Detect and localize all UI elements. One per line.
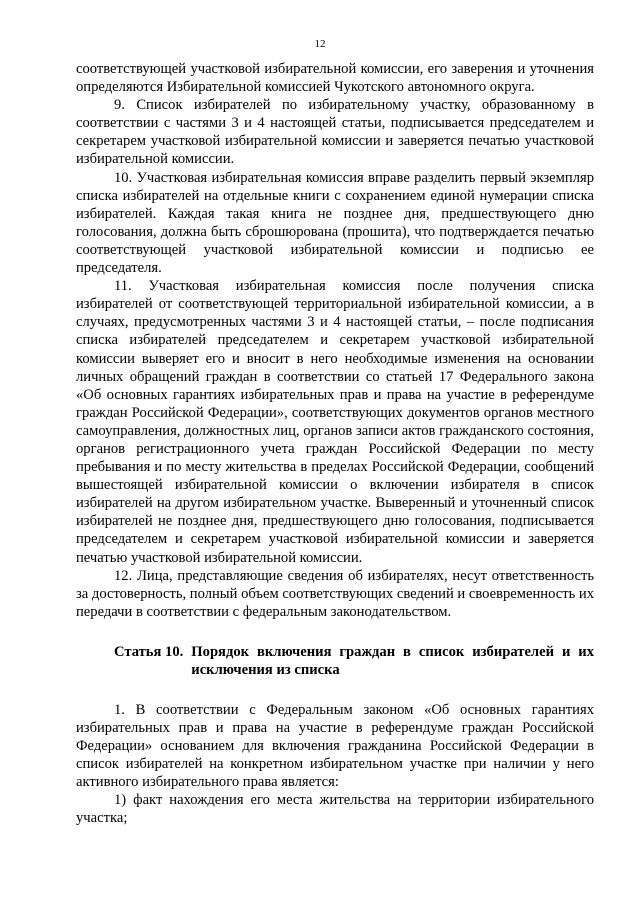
article-heading [76,643,594,679]
paragraph-item-10: 10. Участковая избирательная комиссия вправе разделить первый экземпляр списка избирателей на отдельные книги с сохранением единой нумерации списка избирателей. Каждая такая книга не позднее дня, предшествующего дню голосования, должна быть сброшюрована (прошита), что подтверждается печатью соответствующей участковой избирательной комиссии и подписью ее председателя. [76,169,594,277]
document-body [76,60,594,828]
article-subitem-1: 1) факт нахождения его места жительства на территории избирательного участка; [76,792,594,827]
paragraph-item-12: 12. Лица, представляющие сведения об избирателях, несут ответственность за достоверность, полный объем соответствующих сведений и своевременность их передачи в соответствии с федеральным законодательством. [76,567,595,620]
paragraph-continuation: соответствующей участковой избирательной комиссии, его заверения и уточнения определяются Избирательной комиссией Чукотского автономного округа. [76,61,594,96]
article-title: Порядок включения граждан в список избирателей и их исключения из списка [191,643,594,678]
paragraph-item-9: 9. Список избирателей по избирательному участку, образованному в соответствии с частями 3 и 4 настоящей статьи, подписывается председателем и секретарем участковой избирательной комиссии и заверяется печатью участковой избирательной комиссии. [76,97,594,168]
page-number: 12 [314,38,326,50]
article-label: Статья 10. [114,643,184,660]
article-paragraph-1: 1. В соответствии с Федеральным законом «Об основных гарантиях избирательных прав и права на участие в референдуме граждан Российской Федерации» основанием для включения гражданина Российской Федерации в список избирателей на конкретном избирательном участке при наличии у него активного избирательного права является: [76,701,594,791]
paragraph-item-11: 11. Участковая избирательная комиссия после получения списка избирателей от соответствующей территориальной избирательной комиссии, а в случаях, предусмотренных частями 3 и 4 настоящей статьи, – после подписания списка избирателей председателем и секретарем участковой избирательной комиссии выверяет его и вносит в него необходимые изменения на основании личных обращений граждан в соответствии со статьей 17 Федерального закона «Об основных гарантиях избирательных прав и права на участие в референдуме граждан Российской Федерации», соответствующих документов органов местного самоуправления, должностных лиц, органов записи актов гражданского состояния, органов регистрационного учета граждан Российской Федерации по месту пребывания и по месту жительства в пределах Российской Федерации, сообщений вышестоящей избирательной комиссии о включении избирателя в список избирателей на другом избирательном участке. Выверенный и уточненный список избирателей не позднее дня, предшествующего дню голосования, подписывается председателем и секретарем участковой избирательной комиссии и заверяется печатью участковой избирательной комиссии. [76,278,594,566]
